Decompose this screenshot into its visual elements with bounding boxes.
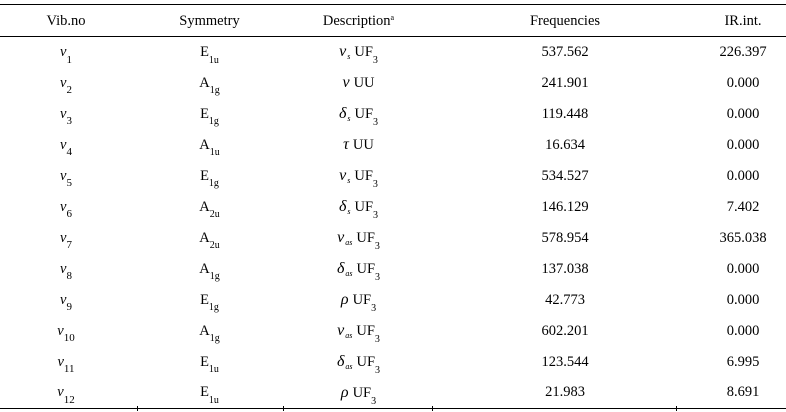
vib-symbol: ν [60,229,67,246]
symmetry-subscript: 1u [208,364,219,376]
vib-symbol: ν [57,353,64,370]
vib-index: 7 [66,239,72,252]
tick-mark [283,406,284,411]
cell-vib-no [0,161,132,192]
cell-symmetry [132,347,287,378]
mode-group-subscript: 3 [373,209,379,221]
cell-symmetry [132,37,287,68]
cell-frequency: 534.527 [541,167,589,184]
vib-symbol: ν [60,291,67,308]
table-row [0,254,786,285]
cell-frequency: 578.954 [541,229,589,246]
vib-index: 9 [66,301,72,314]
cell-ir-intensity: 7.402 [726,198,760,215]
mode-group: UF [356,261,376,277]
cell-vib-no [0,130,132,161]
mode-symbol: δ [336,260,345,277]
cell-symmetry [132,378,287,409]
cell-frequency: 137.038 [541,260,589,277]
cell-description [287,68,430,99]
vib-symbol: ν [60,260,67,277]
mode-group: UF [354,168,373,184]
symmetry-subscript: 1g [208,116,219,128]
symmetry-subscript: 1u [208,395,219,407]
header-row [0,5,786,37]
vib-index: 11 [63,363,75,376]
table-row [0,316,786,347]
vib-index: 3 [66,115,72,128]
mode-group: UF [354,199,374,215]
mode-group-subscript: 3 [375,271,381,283]
mode-qualifier: s [347,207,351,216]
vib-symbol: ν [60,198,67,215]
mode-group: UU [353,75,375,91]
symmetry-subscript: 1u [209,147,220,159]
cell-ir-intensity: 226.397 [719,43,767,60]
symmetry-subscript: 1g [209,85,220,97]
table-row [0,37,786,68]
cell-description [287,316,430,347]
symmetry-subscript: 1g [208,302,219,314]
header-description [287,5,430,37]
vib-index: 10 [63,332,75,345]
mode-symbol: δ [338,198,347,215]
tick-mark [676,406,677,411]
symmetry-subscript: 1g [208,178,219,190]
symmetry-label: A [199,260,210,277]
vib-index: 6 [66,208,72,221]
cell-frequency: 146.129 [541,198,589,215]
cell-vib-no [0,37,132,68]
mode-group-subscript: 3 [371,302,377,314]
mode-symbol: τ [343,136,349,153]
cell-frequency: 537.562 [541,43,589,60]
header-description-footnote: a [390,12,395,22]
cell-symmetry [132,192,287,223]
mode-group-subscript: 3 [374,240,380,252]
header-symmetry: Symmetry [132,5,287,37]
cell-frequency: 21.983 [430,378,700,409]
vib-symbol: ν [60,136,67,153]
cell-description [287,254,430,285]
mode-symbol: δ [338,105,347,122]
vib-symbol: ν [57,384,64,401]
vib-index: 8 [66,270,72,283]
cell-vib-no [0,378,132,409]
symmetry-subscript: 2u [209,240,220,252]
header-ir-int: IR.int. [700,5,786,37]
header-frequencies: Frequencies [430,5,700,37]
mode-group-subscript: 3 [375,364,381,376]
vib-symbol: ν [57,322,64,339]
cell-description [287,192,430,223]
mode-qualifier: as [345,269,353,278]
vibration-table [0,4,786,409]
cell-frequency: 16.634 [545,136,585,153]
cell-description [287,99,430,130]
mode-symbol: ν [339,43,347,61]
cell-description [287,378,430,409]
cell-ir-intensity: 6.995 [726,353,760,370]
cell-symmetry [132,99,287,130]
cell-symmetry [132,285,287,316]
symmetry-label: A [199,229,210,246]
cell-description [287,347,430,378]
symmetry-label: A [199,198,210,215]
cell-ir-intensity: 0.000 [726,167,760,184]
cell-symmetry [132,254,287,285]
cell-vib-no [0,68,132,99]
cell-frequency: 119.448 [541,105,589,122]
cell-vib-no [0,223,132,254]
cell-ir-intensity: 365.038 [719,229,767,246]
cell-ir-intensity: 0.000 [726,74,760,91]
mode-symbol: ν [337,229,345,246]
header-description-text: Description [322,12,391,29]
cell-vib-no [0,192,132,223]
cell-frequency: 123.544 [541,353,589,370]
vib-index: 1 [66,53,72,66]
cell-description [287,130,430,161]
cell-description [287,37,430,68]
vib-index: 4 [66,146,72,159]
cell-vib-no [0,254,132,285]
symmetry-label: E [200,105,209,122]
cell-frequency: 241.901 [541,74,589,91]
mode-group-subscript: 3 [372,178,378,190]
mode-group: UF [356,323,375,339]
tick-mark [137,406,138,411]
table-row [0,223,786,254]
mode-qualifier: as [345,362,353,371]
symmetry-label: E [200,384,209,401]
table-row [0,68,786,99]
header-vib-no: Vib.no [0,5,132,37]
tick-mark [432,406,433,411]
mode-qualifier: s [347,176,351,185]
symmetry-label: A [199,74,210,91]
mode-group-subscript: 3 [373,116,379,128]
mode-symbol: ν [339,167,347,184]
symmetry-label: E [200,353,209,370]
cell-frequency: 602.201 [541,322,589,339]
symmetry-label: E [200,167,209,184]
cell-ir-intensity: 0.000 [726,260,760,277]
mode-group: UF [354,106,374,122]
table-header [0,5,786,37]
table-row [0,161,786,192]
cell-description [287,161,430,192]
vib-symbol: ν [60,43,67,60]
cell-description [287,223,430,254]
symmetry-label: A [199,322,210,339]
vib-symbol: ν [60,167,67,184]
symmetry-label: A [199,136,210,153]
mode-qualifier: s [347,114,351,123]
mode-group: UF [354,44,373,61]
table-body [0,37,786,409]
mode-group: UF [356,230,375,246]
cell-ir-intensity: 0.000 [726,322,760,339]
mode-group-subscript: 3 [371,395,377,407]
symmetry-subscript: 2u [209,209,220,221]
cell-symmetry [132,161,287,192]
cell-vib-no [0,316,132,347]
bottom-rule-ticks [0,406,786,411]
vib-symbol: ν [60,74,67,91]
vib-index: 5 [66,177,72,190]
table-row [0,130,786,161]
table-row [0,347,786,378]
mode-group: UF [352,384,372,401]
cell-symmetry [132,68,287,99]
symmetry-label: E [200,43,209,60]
vib-symbol: ν [60,105,67,122]
mode-symbol: ρ [340,383,349,401]
symmetry-subscript: 1g [209,271,220,283]
cell-vib-no [0,99,132,130]
mode-group-subscript: 3 [374,333,380,345]
cell-ir-intensity: 8.691 [700,378,786,409]
mode-group: UU [352,137,374,153]
table-row [0,285,786,316]
cell-symmetry [132,223,287,254]
mode-qualifier: as [345,331,353,340]
mode-symbol: ν [337,322,345,339]
vib-index: 12 [63,394,75,407]
mode-group: UF [352,292,372,308]
cell-ir-intensity: 0.000 [726,105,760,122]
vib-index: 2 [66,84,72,97]
cell-symmetry [132,130,287,161]
cell-vib-no [0,285,132,316]
mode-symbol: δ [336,353,345,370]
cell-ir-intensity: 0.000 [726,136,760,153]
mode-symbol: ρ [340,291,349,308]
table-row [0,378,786,409]
mode-group-subscript: 3 [372,55,378,67]
cell-ir-intensity: 0.000 [726,291,760,308]
table-row [0,192,786,223]
cell-symmetry [132,316,287,347]
symmetry-label: E [200,291,209,308]
mode-qualifier: as [345,238,353,247]
mode-qualifier: s [347,52,351,62]
table-row [0,99,786,130]
cell-description [287,285,430,316]
symmetry-subscript: 1g [209,333,220,345]
cell-frequency: 42.773 [545,291,585,308]
cell-vib-no [0,347,132,378]
mode-group: UF [356,354,376,370]
mode-symbol: ν [342,74,350,91]
symmetry-subscript: 1u [208,54,219,66]
